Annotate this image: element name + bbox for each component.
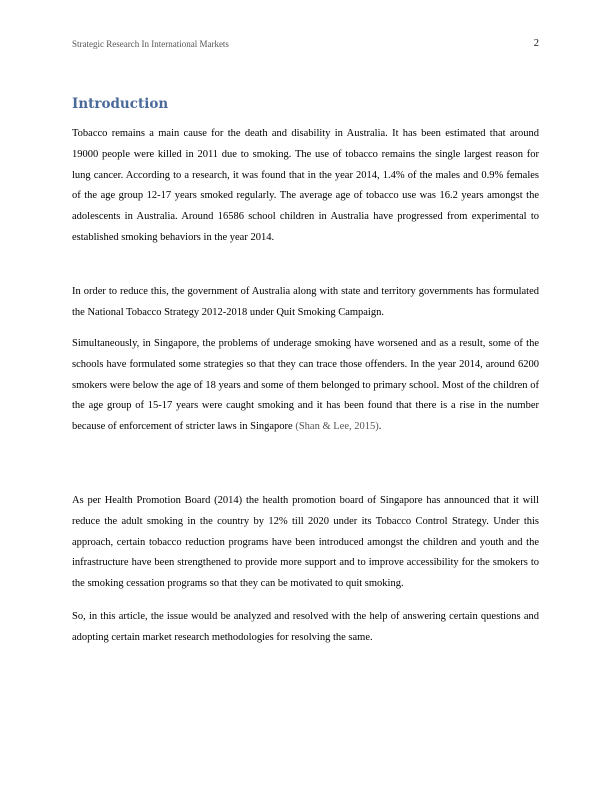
running-header-title: Strategic Research In International Markets [72,39,229,49]
paragraph-national-strategy: In order to reduce this, the government of Australia along with state and territory governments has formulated the National Tobacco Strategy 2012-2018 under Quit Smoking Campaign. [72,286,539,318]
citation-period: . [378,421,382,433]
section-heading: Introduction [72,96,169,112]
paragraph-health-promotion-board: As per Health Promotion Board (2014) the health promotion board of Singapore has announced that it will reduce the adult smoking in the country by 12% till 2020 under its Tobacco Control Strategy. Under this approach, certain tobacco reduction programs have been introduced amongst the children and youth and the infrastructure have been strengthened to provide more support and to improve accessibility for the smokers to the smoking cessation programs so that they can be motivated to quit smoking. [72,495,539,590]
paragraph-australia-tobacco: Tobacco remains a main cause for the death and disability in Australia. It has been estimated that around 19000 people were killed in 2011 due to smoking. The use of tobacco remains the single largest reason for lung cancer. According to a research, it was found that in the year 2014, 1.4% of the males and 0.9% females of the age group 12-17 years smoked regularly. The average age of tobacco use was 16.2 years amongst the adolescents in Australia. Around 16586 school children in Australia have progressed from experimental to established smoking behaviors in the year 2014. [72,128,539,243]
paragraph-singapore-text: Simultaneously, in Singapore, the problems of underage smoking have worsened and as a result, some of the schools have formulated some strategies so that they can trace those offenders. In the year 2014, around 6200 smokers were below the age of 18 years and some of them belonged to primary school. Most of the children of the age group of 15-17 years were caught smoking and it has been found that there is a rise in the number because of enforcement of stricter laws in Singapore [72,338,539,433]
page-number: 2 [533,38,539,49]
citation-shan-lee: (Shan & Lee, 2015) [295,421,379,433]
paragraph-singapore-underage [72,334,539,438]
paragraph-article-purpose: So, in this article, the issue would be analyzed and resolved with the help of answering certain questions and adopting certain market research methodologies for resolving the same. [72,611,539,643]
page-header [72,37,540,51]
